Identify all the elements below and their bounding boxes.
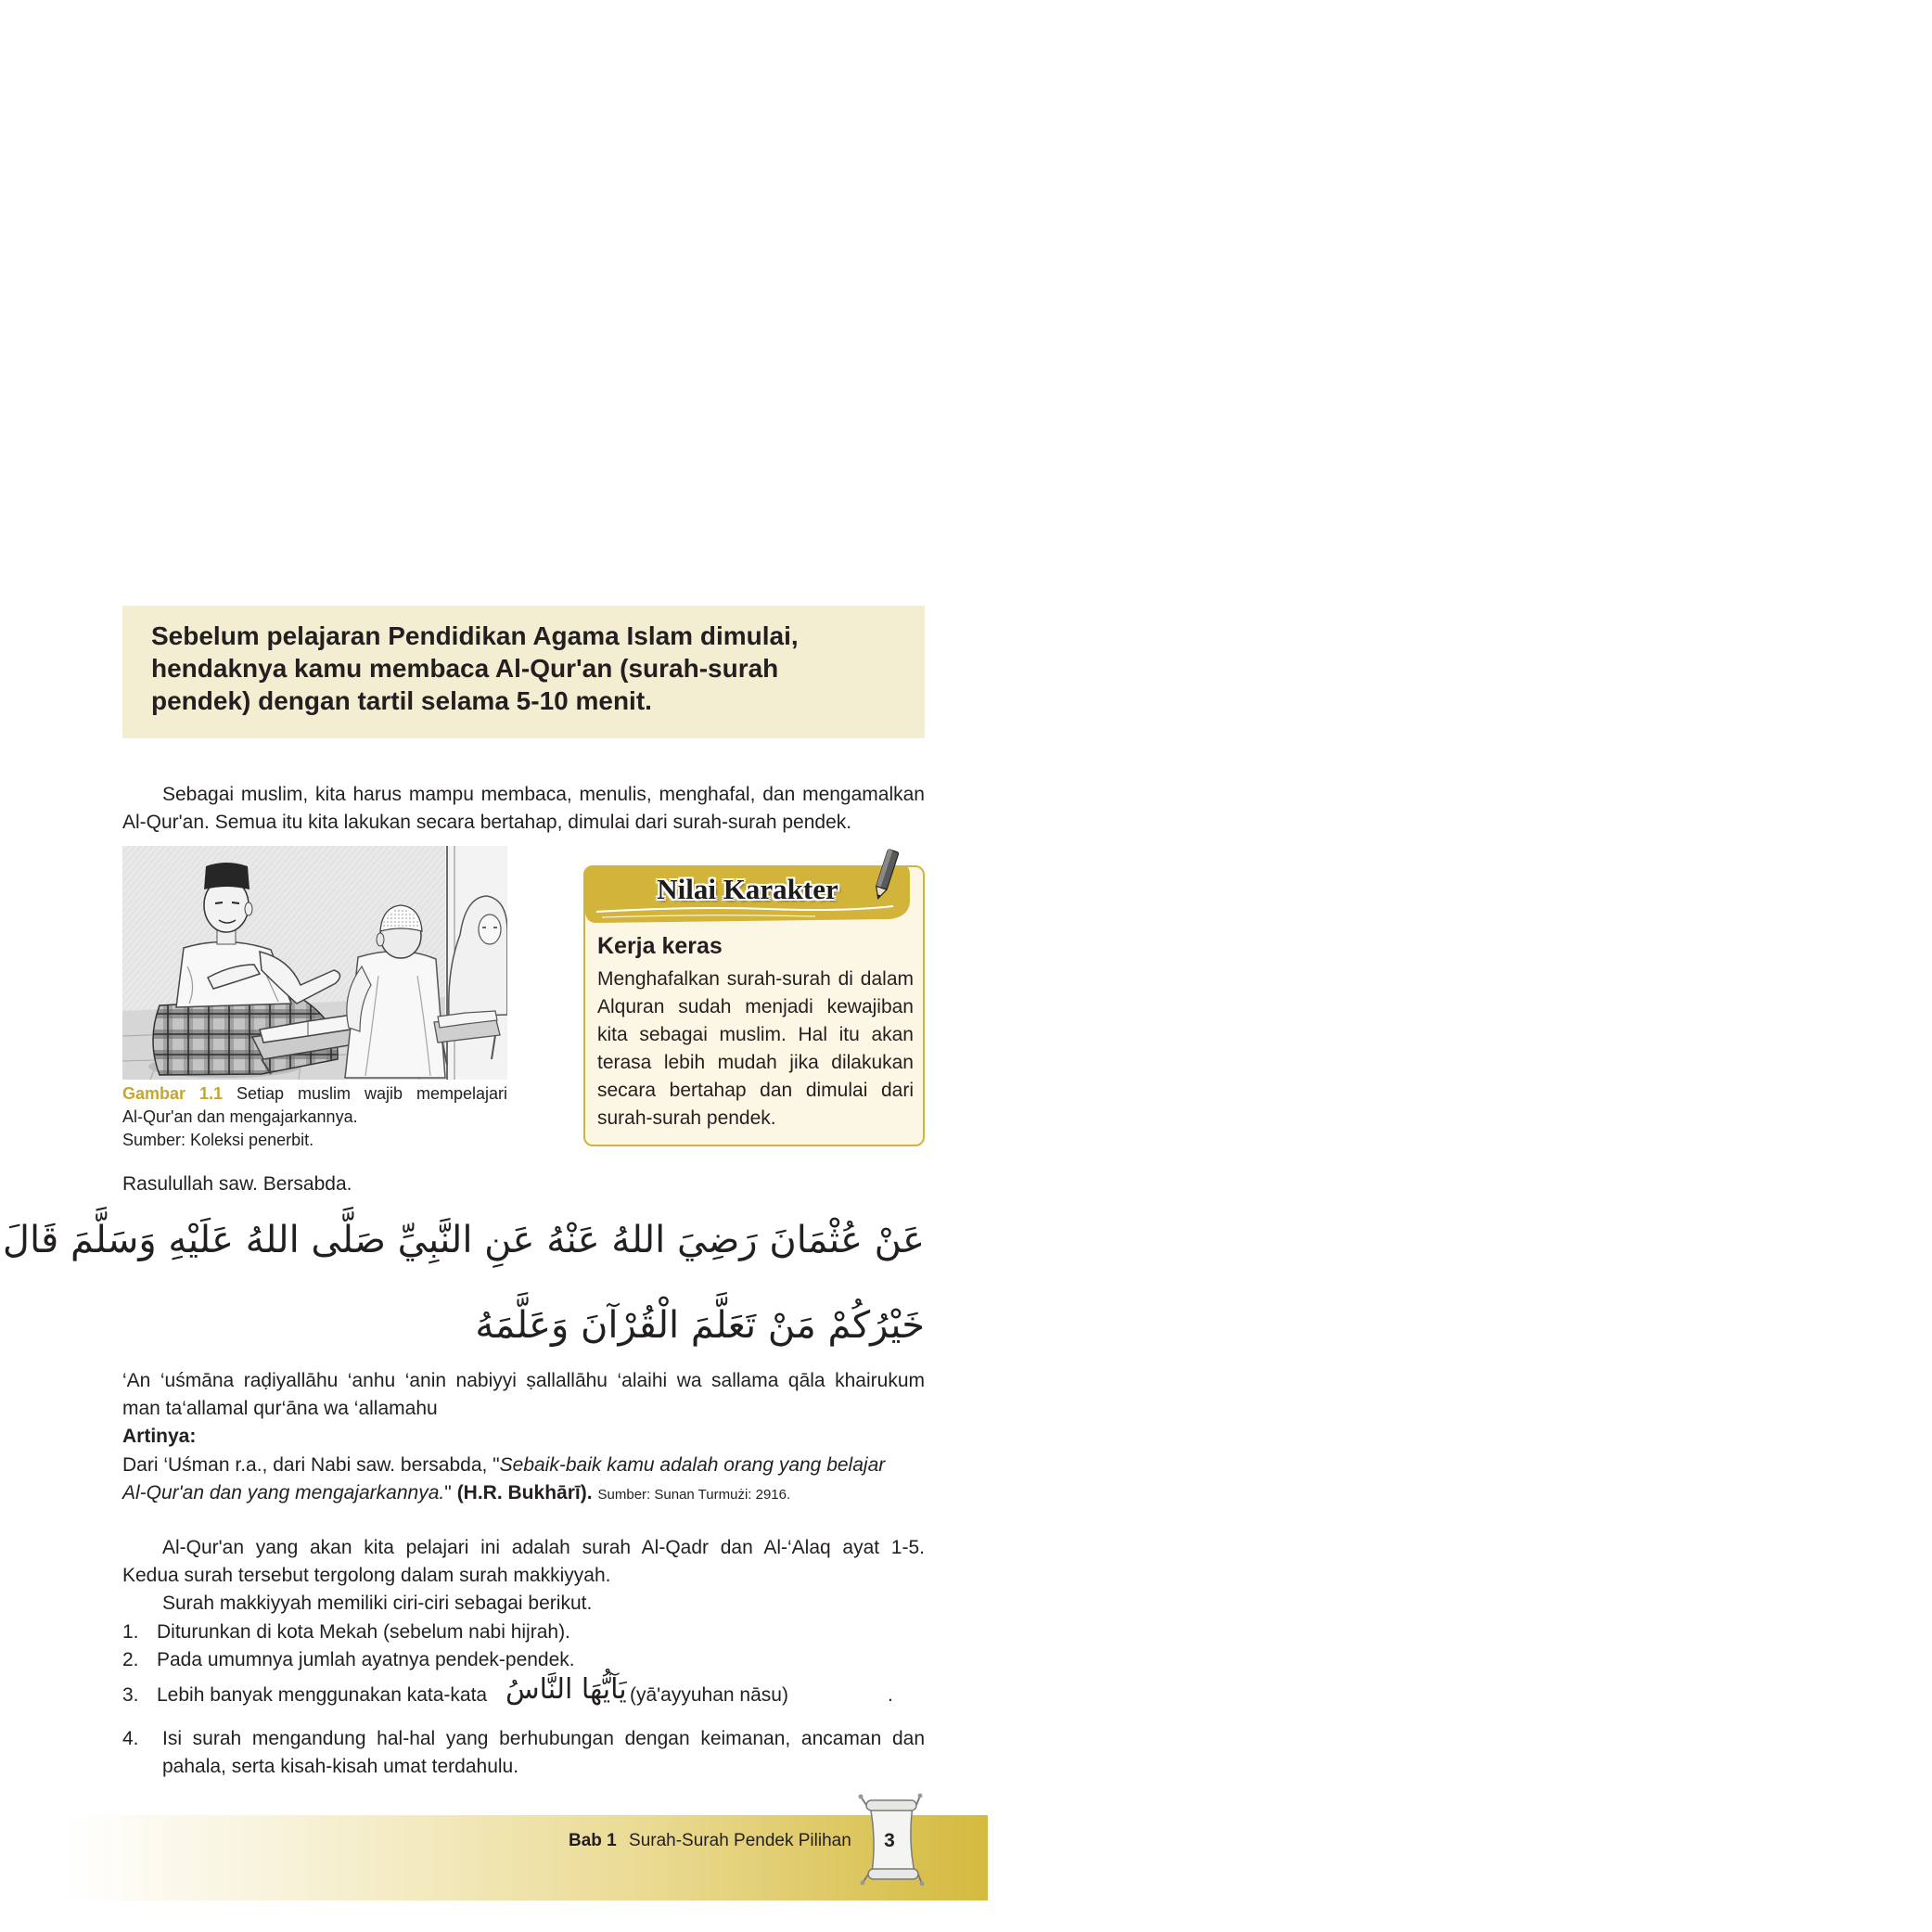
figure-label: Gambar 1.1 (122, 1084, 224, 1103)
transliteration-line: man ta‘allamal qur‘āna wa ‘allamahu (122, 1398, 438, 1419)
caption-line: Al-Qur'an dan mengajarkannya. (122, 1107, 358, 1126)
paragraph-line: Sebagai muslim, kita harus mampu membaca, menulis, menghafal, dan mengamalkan (162, 784, 925, 805)
paragraph-1 (122, 781, 925, 837)
nilai-line: Menghafalkan surah-surah di dalam (597, 968, 914, 990)
paragraph-line: Surah makkiyyah memiliki ciri-ciri sebagai berikut. (162, 1593, 593, 1614)
list-text-line: pahala, serta kisah-kisah umat terdahulu. (162, 1756, 519, 1777)
nilai-karakter-heading: Nilai Karakter (657, 873, 838, 905)
list-arabic-phrase: يَآيُّهَا النَّاسُ (505, 1673, 627, 1706)
figure-caption (122, 1082, 507, 1152)
intro-box (122, 606, 925, 738)
paragraph-line: Al-Qur'an yang akan kita pelajari ini adalah surah Al-Qadr dan Al-‘Alaq ayat 1-5. (162, 1537, 925, 1558)
paragraph-line: Kedua surah tersebut tergolong dalam surah makkiyyah. (122, 1565, 611, 1586)
intro-line: hendaknya kamu membaca Al-Qur'an (surah-surah (151, 654, 779, 683)
meaning-quote: Sebaik-baik kamu adalah orang yang belajar (499, 1454, 886, 1476)
list-text: Diturunkan di kota Mekah (sebelum nabi hijrah). (157, 1621, 570, 1643)
list-text: Pada umumnya jumlah ayatnya pendek-pendek. (157, 1649, 575, 1670)
intro-line: pendek) dengan tartil selama 5-10 menit. (151, 686, 652, 715)
nilai-karakter-title: Kerja keras (597, 933, 723, 959)
footer-chapter (569, 1830, 851, 1852)
intro-line: Sebelum pelajaran Pendidikan Agama Islam dimulai, (151, 621, 799, 650)
hadith-source: Sumber: Sunan Turmużi: 2916. (597, 1487, 791, 1503)
chapter-number: Bab 1 (569, 1831, 617, 1850)
list-number: 4. (122, 1728, 139, 1749)
nilai-line: secara bertahap dan dimulai dari (597, 1080, 914, 1101)
figure-source: Sumber: Koleksi penerbit. (122, 1131, 314, 1149)
list-text-line: Isi surah mengandung hal-hal yang berhubungan dengan keimanan, ancaman dan (162, 1728, 925, 1749)
hadith-arabic-line: خَيْرُكُمْ مَنْ تَعَلَّمَ الْقُرْآنَ وَعَلَّمَهُ (475, 1304, 925, 1347)
list-item (122, 1725, 925, 1781)
paragraph-line: Al-Qur'an. Semua itu kita lakukan secara bertahap, dimulai dari surah-surah pendek. (122, 812, 852, 833)
list-item (122, 1619, 925, 1646)
meaning-line (122, 1479, 925, 1507)
paragraph-2 (122, 1534, 925, 1618)
list-text-block (162, 1725, 925, 1781)
meaning-quote: Al-Qur'an dan yang mengajarkannya. (122, 1482, 445, 1503)
list-item (122, 1674, 925, 1717)
teacher-students-illustration (122, 846, 507, 1080)
list-number: 3. (122, 1684, 139, 1706)
list-number: 2. (122, 1649, 139, 1670)
hadith-meaning (122, 1452, 925, 1507)
caption-text: Setiap muslim wajib mempelajari (237, 1084, 507, 1103)
chapter-title: Surah-Surah Pendek Pilihan (629, 1831, 851, 1850)
hadith-narrator: (H.R. Bukhārī). (456, 1482, 593, 1503)
meaning-prefix: Dari ‘Uśman r.a., dari Nabi saw. bersabda, " (122, 1454, 500, 1476)
nilai-line: kita sebagai muslim. Hal itu akan (597, 1024, 914, 1045)
nilai-line: Alquran sudah menjadi kewajiban (597, 996, 914, 1017)
hadith-transliteration (122, 1367, 925, 1423)
hadith-arabic-line: عَنْ عُثْمَانَ رَضِيَ اللهُ عَنْهُ عَنِ النَّبِيِّ صَلَّى اللهُ عَلَيْهِ وَسَلَّمَ قَالَ (2, 1219, 925, 1261)
pencil-icon (870, 846, 902, 903)
list-end-period: . (888, 1684, 893, 1706)
nilai-karakter-body (597, 966, 914, 1132)
footer-band (62, 1815, 988, 1900)
caption-line (122, 1082, 507, 1106)
list-text: Lebih banyak menggunakan kata-kata (157, 1684, 488, 1706)
list-number: 1. (122, 1621, 139, 1643)
hadith-intro: Rasulullah saw. Bersabda. (122, 1173, 352, 1195)
meaning-line (122, 1452, 925, 1479)
meaning-close-quote: " (444, 1482, 452, 1503)
nilai-line: terasa lebih mudah jika dilakukan (597, 1052, 914, 1073)
meaning-label: Artinya: (122, 1426, 197, 1447)
page-number: 3 (884, 1830, 895, 1851)
nilai-line: surah-surah pendek. (597, 1107, 776, 1129)
list-transliteration: (yā'ayyuhan nāsu) (630, 1684, 788, 1706)
nilai-karakter-box (583, 865, 925, 1146)
transliteration-line: ‘An ‘uśmāna raḍiyallāhu ‘anhu ‘anin nabiyyi ṣallallāhu ‘alaihi wa sallama qāla khairukum (122, 1370, 925, 1391)
